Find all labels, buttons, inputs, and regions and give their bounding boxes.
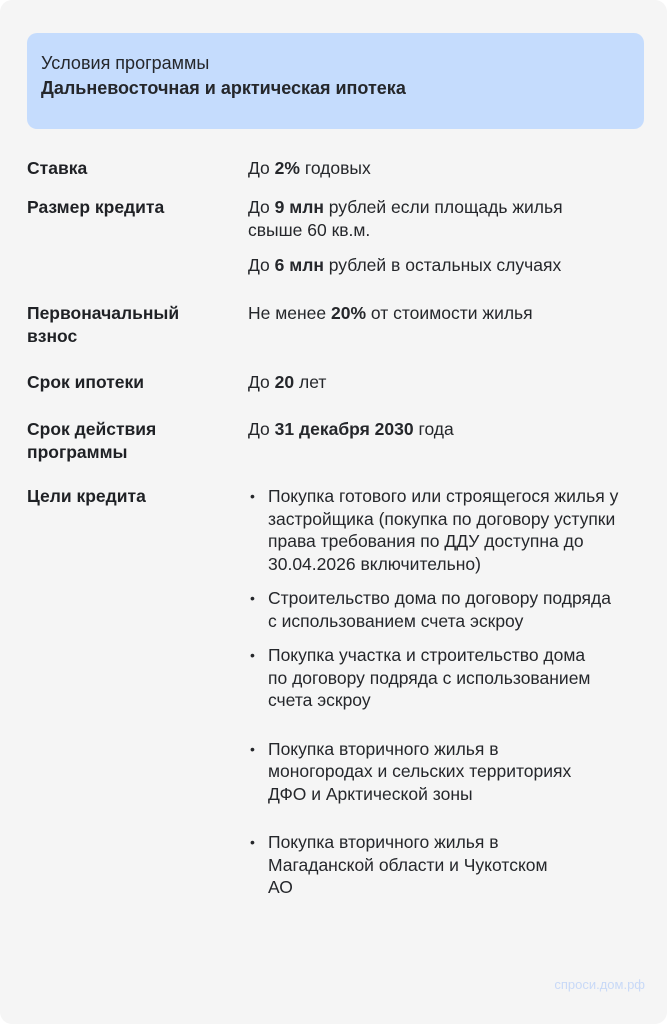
row-value xyxy=(248,157,638,180)
list-item-text: Покупка участка и строительство дома по договору подряда с использованием счета эскроу xyxy=(268,645,591,710)
value-text: До xyxy=(248,158,275,178)
value-text: лет xyxy=(294,372,327,392)
list-item xyxy=(248,485,633,575)
row-value xyxy=(248,485,638,899)
row-value xyxy=(248,196,598,277)
list-item-text: Покупка вторичного жилья в Магаданской области и Чукотском АО xyxy=(268,832,548,897)
value-text: от стоимости жилья xyxy=(366,303,533,323)
row-label: Ставка xyxy=(27,158,88,178)
row-value xyxy=(248,302,638,325)
value-bold: 2% xyxy=(274,158,300,178)
header-banner xyxy=(27,33,644,129)
row-label: Цели кредита xyxy=(27,486,146,506)
value-text: До xyxy=(248,372,275,392)
value-paragraph xyxy=(248,254,648,277)
list-item-text: Строительство дома по договору подряда с использованием счета эскроу xyxy=(268,588,611,631)
value-text: рублей если площадь жилья свыше 60 кв.м. xyxy=(248,197,563,240)
row-label: Срок действия программы xyxy=(27,419,157,462)
value-text: До xyxy=(248,419,275,439)
value-text: Не менее xyxy=(248,303,331,323)
value-text: До xyxy=(248,197,275,217)
value-bold: 31 декабря 2030 xyxy=(274,419,414,439)
list-item-text: Покупка вторичного жилья в моногородах и сельских территориях ДФО и Арктической зоны xyxy=(268,738,572,804)
watermark: спроси.дом.рф xyxy=(554,977,645,992)
value-text: рублей в остальных случаях xyxy=(323,255,562,275)
row-value xyxy=(248,418,638,441)
value-paragraph xyxy=(248,196,598,242)
list-item xyxy=(248,644,608,712)
purposes-list xyxy=(248,485,638,899)
value-text: года xyxy=(413,419,454,439)
bullet-icon: • xyxy=(250,488,255,504)
list-item xyxy=(248,738,608,806)
value-bold: 20 xyxy=(274,372,295,392)
row-value xyxy=(248,371,638,394)
bullet-icon: • xyxy=(250,590,255,606)
value-bold: 20% xyxy=(331,303,367,323)
value-text: До xyxy=(248,255,275,275)
row-label: Срок ипотеки xyxy=(27,372,145,392)
bullet-icon: • xyxy=(250,740,255,757)
value-bold: 9 млн xyxy=(274,197,324,217)
list-item xyxy=(248,587,613,632)
list-item xyxy=(248,831,548,899)
bullet-icon: • xyxy=(250,647,255,663)
header-subtitle: Условия программы xyxy=(41,53,210,73)
header-title: Дальневосточная и арктическая ипотека xyxy=(41,78,406,98)
value-text: годовых xyxy=(299,158,371,178)
row-label: Размер кредита xyxy=(27,197,165,217)
bullet-icon: • xyxy=(250,834,255,850)
value-bold: 6 млн xyxy=(274,255,324,275)
list-item-text: Покупка готового или строящегося жилья у застройщика (покупка по договору уступки права требования по ДДУ доступна до 30.04.2026 включительно) xyxy=(268,486,619,574)
row-label: Первоначальный взнос xyxy=(27,303,180,346)
